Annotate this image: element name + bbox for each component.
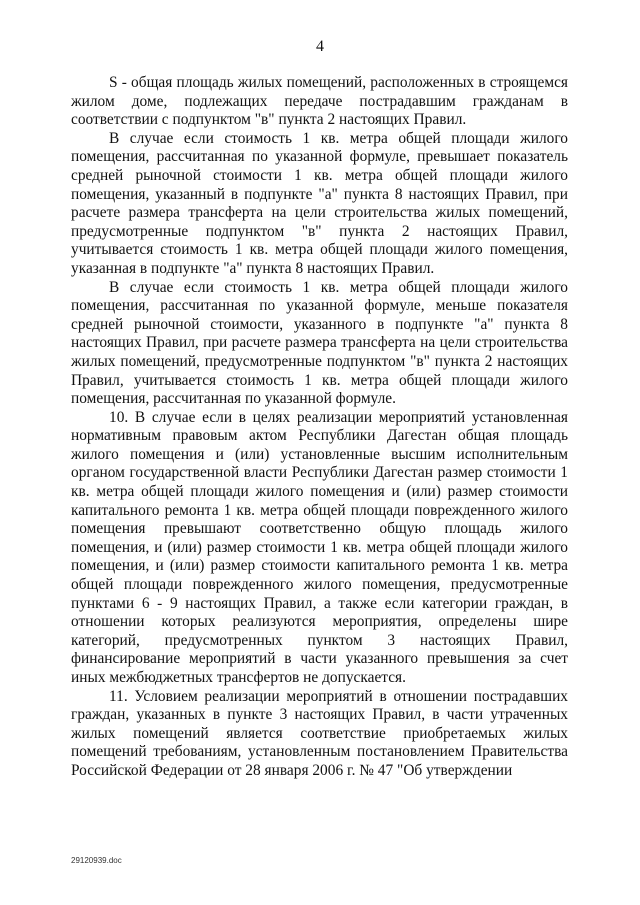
paragraph-cost-exceeds: В случае если стоимость 1 кв. метра общей площади жилого помещения, рассчитанная по указанной формуле, превышает показатель средней рыночной стоимости 1 кв. метра общей площади жилого помещения, указанный в подпункте "а" пункта 8 настоящих Правил, при расчете размера трансферта на цели строительства жилых помещений, предусмотренные подпунктом "в" пункта 2 настоящих Правил, учитывается стоимость 1 кв. метра общей площади жилого помещения, указанная в подпункте "а" пункта 8 настоящих Правил. bbox=[71, 129, 568, 277]
paragraph-cost-less: В случае если стоимость 1 кв. метра общей площади жилого помещения, рассчитанная по указанной формуле, меньше показателя средней рыночной стоимости, указанного в подпункте "а" пункта 8 настоящих Правил, при расчете размера трансферта на цели строительства жилых помещений, предусмотренные подпунктом "в" пункта 2 настоящих Правил, учитывается стоимость 1 кв. метра общей площади жилого помещения, рассчитанная по указанной формуле. bbox=[71, 278, 568, 408]
paragraph-s-definition: S - общая площадь жилых помещений, расположенных в строящемся жилом доме, подлежащих передаче пострадавшим гражданам в соответствии с подпунктом "в" пункта 2 настоящих Правил. bbox=[71, 74, 568, 129]
page-number: 4 bbox=[316, 38, 324, 55]
footer-file-code: 29120939.doc bbox=[71, 856, 122, 865]
document-body bbox=[71, 74, 568, 781]
paragraph-item-11: 11. Условием реализации мероприятий в отношении пострадавших граждан, указанных в пункте 3 настоящих Правил, в части утраченных жилых помещений является соответствие приобретаемых жилых помещений требованиям, установленным постановлением Правительства Российской Федерации от 28 января 2006 г. № 47 "Об утверждении bbox=[71, 687, 568, 779]
paragraph-item-10: 10. В случае если в целях реализации мероприятий установленная нормативным правовым актом Республики Дагестан общая площадь жилого помещения и (или) установленные высшим исполнительным органом государственной власти Республики Дагестан размер стоимости 1 кв. метра общей площади жилого помещения и (или) размер стоимости капитального ремонта 1 кв. метра общей площади поврежденного жилого помещения превышают соответственно общую площадь жилого помещения, и (или) размер стоимости 1 кв. метра общей площади жилого помещения, и (или) размер стоимости капитального ремонта 1 кв. метра общей площади поврежденного жилого помещения, предусмотренные пунктами 6 - 9 настоящих Правил, а также если категории граждан, в отношении которых реализуются мероприятия, определены шире категорий, предусмотренных пунктом 3 настоящих Правил, финансирование мероприятий в части указанного превышения за счет иных межбюджетных трансфертов не допускается. bbox=[71, 408, 568, 686]
